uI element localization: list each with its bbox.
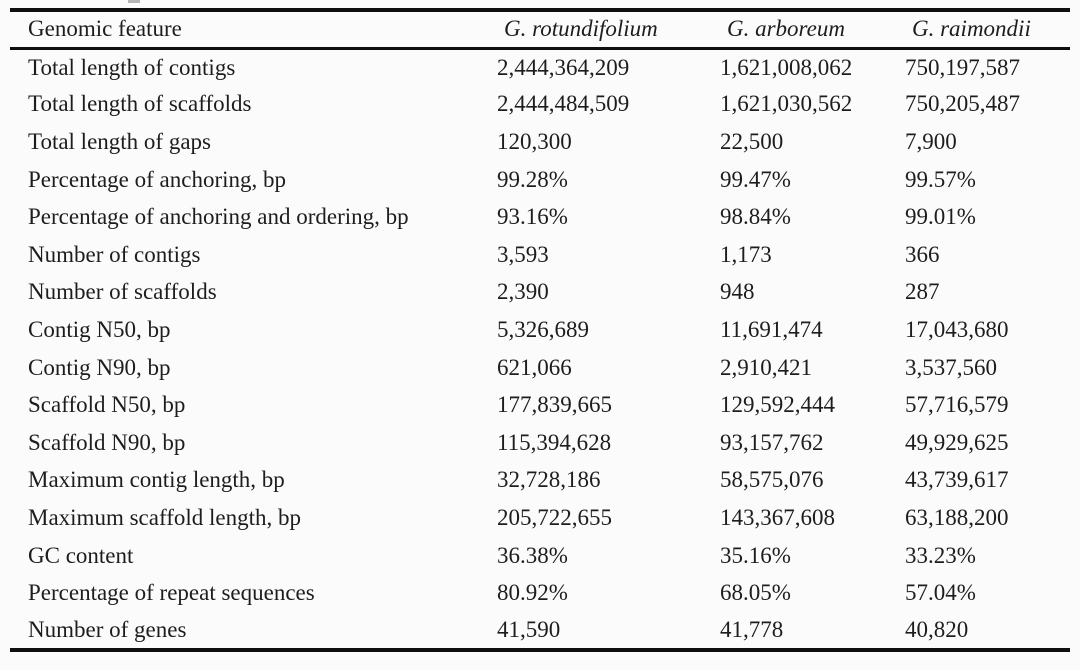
feature-cell: Number of genes [28,616,187,642]
table-row [10,48,1070,86]
table-row [10,537,1070,575]
value-cell: 1,173 [720,241,772,267]
value-cell: 99.28% [497,166,568,192]
table-row [10,386,1070,424]
feature-cell: Scaffold N90, bp [28,429,186,455]
value-cell: 750,205,487 [905,91,1020,117]
table-row [10,311,1070,349]
feature-cell: Contig N90, bp [28,354,171,380]
value-cell: 41,590 [497,616,561,642]
table-row [10,86,1070,124]
feature-cell: Percentage of anchoring, bp [28,166,287,192]
table-row [10,274,1070,312]
feature-cell: Total length of scaffolds [28,91,252,117]
value-cell: 17,043,680 [905,316,1009,342]
value-cell: 1,621,008,062 [720,54,853,80]
value-cell: 63,188,200 [905,504,1009,530]
table-row [10,424,1070,462]
table-row [10,574,1070,612]
feature-cell: Scaffold N50, bp [28,392,186,418]
value-cell: 205,722,655 [497,504,612,530]
value-cell: 57,716,579 [905,392,1009,418]
value-cell: 68.05% [720,580,791,606]
value-cell: 621,066 [497,354,572,380]
value-cell: 33.23% [905,542,976,568]
table-body [10,48,1070,650]
value-cell: 3,593 [497,241,549,267]
value-cell: 11,691,474 [720,316,823,342]
value-cell: 99.01% [905,204,976,230]
feature-cell: Maximum contig length, bp [28,467,285,493]
feature-cell: Maximum scaffold length, bp [28,504,301,530]
value-cell: 1,621,030,562 [720,91,853,117]
value-cell: 93.16% [497,204,568,230]
value-cell: 40,820 [905,616,969,642]
value-cell: 98.84% [720,204,791,230]
value-cell: 43,739,617 [905,467,1009,493]
value-cell: 58,575,076 [720,467,824,493]
value-cell: 287 [905,279,940,305]
value-cell: 2,910,421 [720,354,812,380]
header-g-raimondii: G. raimondii [912,16,1031,42]
table-row [10,236,1070,274]
value-cell: 2,444,484,509 [497,91,630,117]
header-g-arboreum: G. arboreum [727,16,845,42]
value-cell: 120,300 [497,128,572,154]
value-cell: 57.04% [905,580,976,606]
value-cell: 177,839,665 [497,392,612,418]
value-cell: 750,197,587 [905,54,1020,80]
table-row [10,462,1070,500]
value-cell: 80.92% [497,580,568,606]
table-row [10,499,1070,537]
feature-cell: Total length of contigs [28,54,236,80]
feature-cell: GC content [28,542,134,568]
value-cell: 41,778 [720,616,784,642]
value-cell: 2,444,364,209 [497,54,630,80]
table-row [10,198,1070,236]
value-cell: 115,394,628 [497,429,612,455]
table-row [10,349,1070,387]
feature-cell: Number of contigs [28,241,201,267]
table-row [10,161,1070,199]
value-cell: 3,537,560 [905,354,997,380]
value-cell: 2,390 [497,279,549,305]
value-cell: 36.38% [497,542,568,568]
feature-cell: Number of scaffolds [28,279,217,305]
table-header [10,10,1070,48]
header-genomic-feature: Genomic feature [28,16,182,42]
value-cell: 366 [905,241,940,267]
feature-cell: Percentage of anchoring and ordering, bp [28,204,409,230]
value-cell: 143,367,608 [720,504,835,530]
feature-cell: Percentage of repeat sequences [28,580,315,606]
header-g-rotundifolium: G. rotundifolium [504,16,658,42]
genomic-features-table [10,8,1070,652]
value-cell: 93,157,762 [720,429,824,455]
value-cell: 22,500 [720,128,784,154]
feature-cell: Total length of gaps [28,128,211,154]
value-cell: 35.16% [720,542,791,568]
value-cell: 32,728,186 [497,467,601,493]
value-cell: 129,592,444 [720,392,835,418]
table-row [10,612,1070,650]
table-row [10,123,1070,161]
value-cell: 99.57% [905,166,976,192]
header-row [10,10,1070,48]
value-cell: 99.47% [720,166,791,192]
cutoff-text-fragment [128,0,140,3]
value-cell: 7,900 [905,128,957,154]
value-cell: 49,929,625 [905,429,1009,455]
value-cell: 5,326,689 [497,316,589,342]
feature-cell: Contig N50, bp [28,316,171,342]
value-cell: 948 [720,279,755,305]
